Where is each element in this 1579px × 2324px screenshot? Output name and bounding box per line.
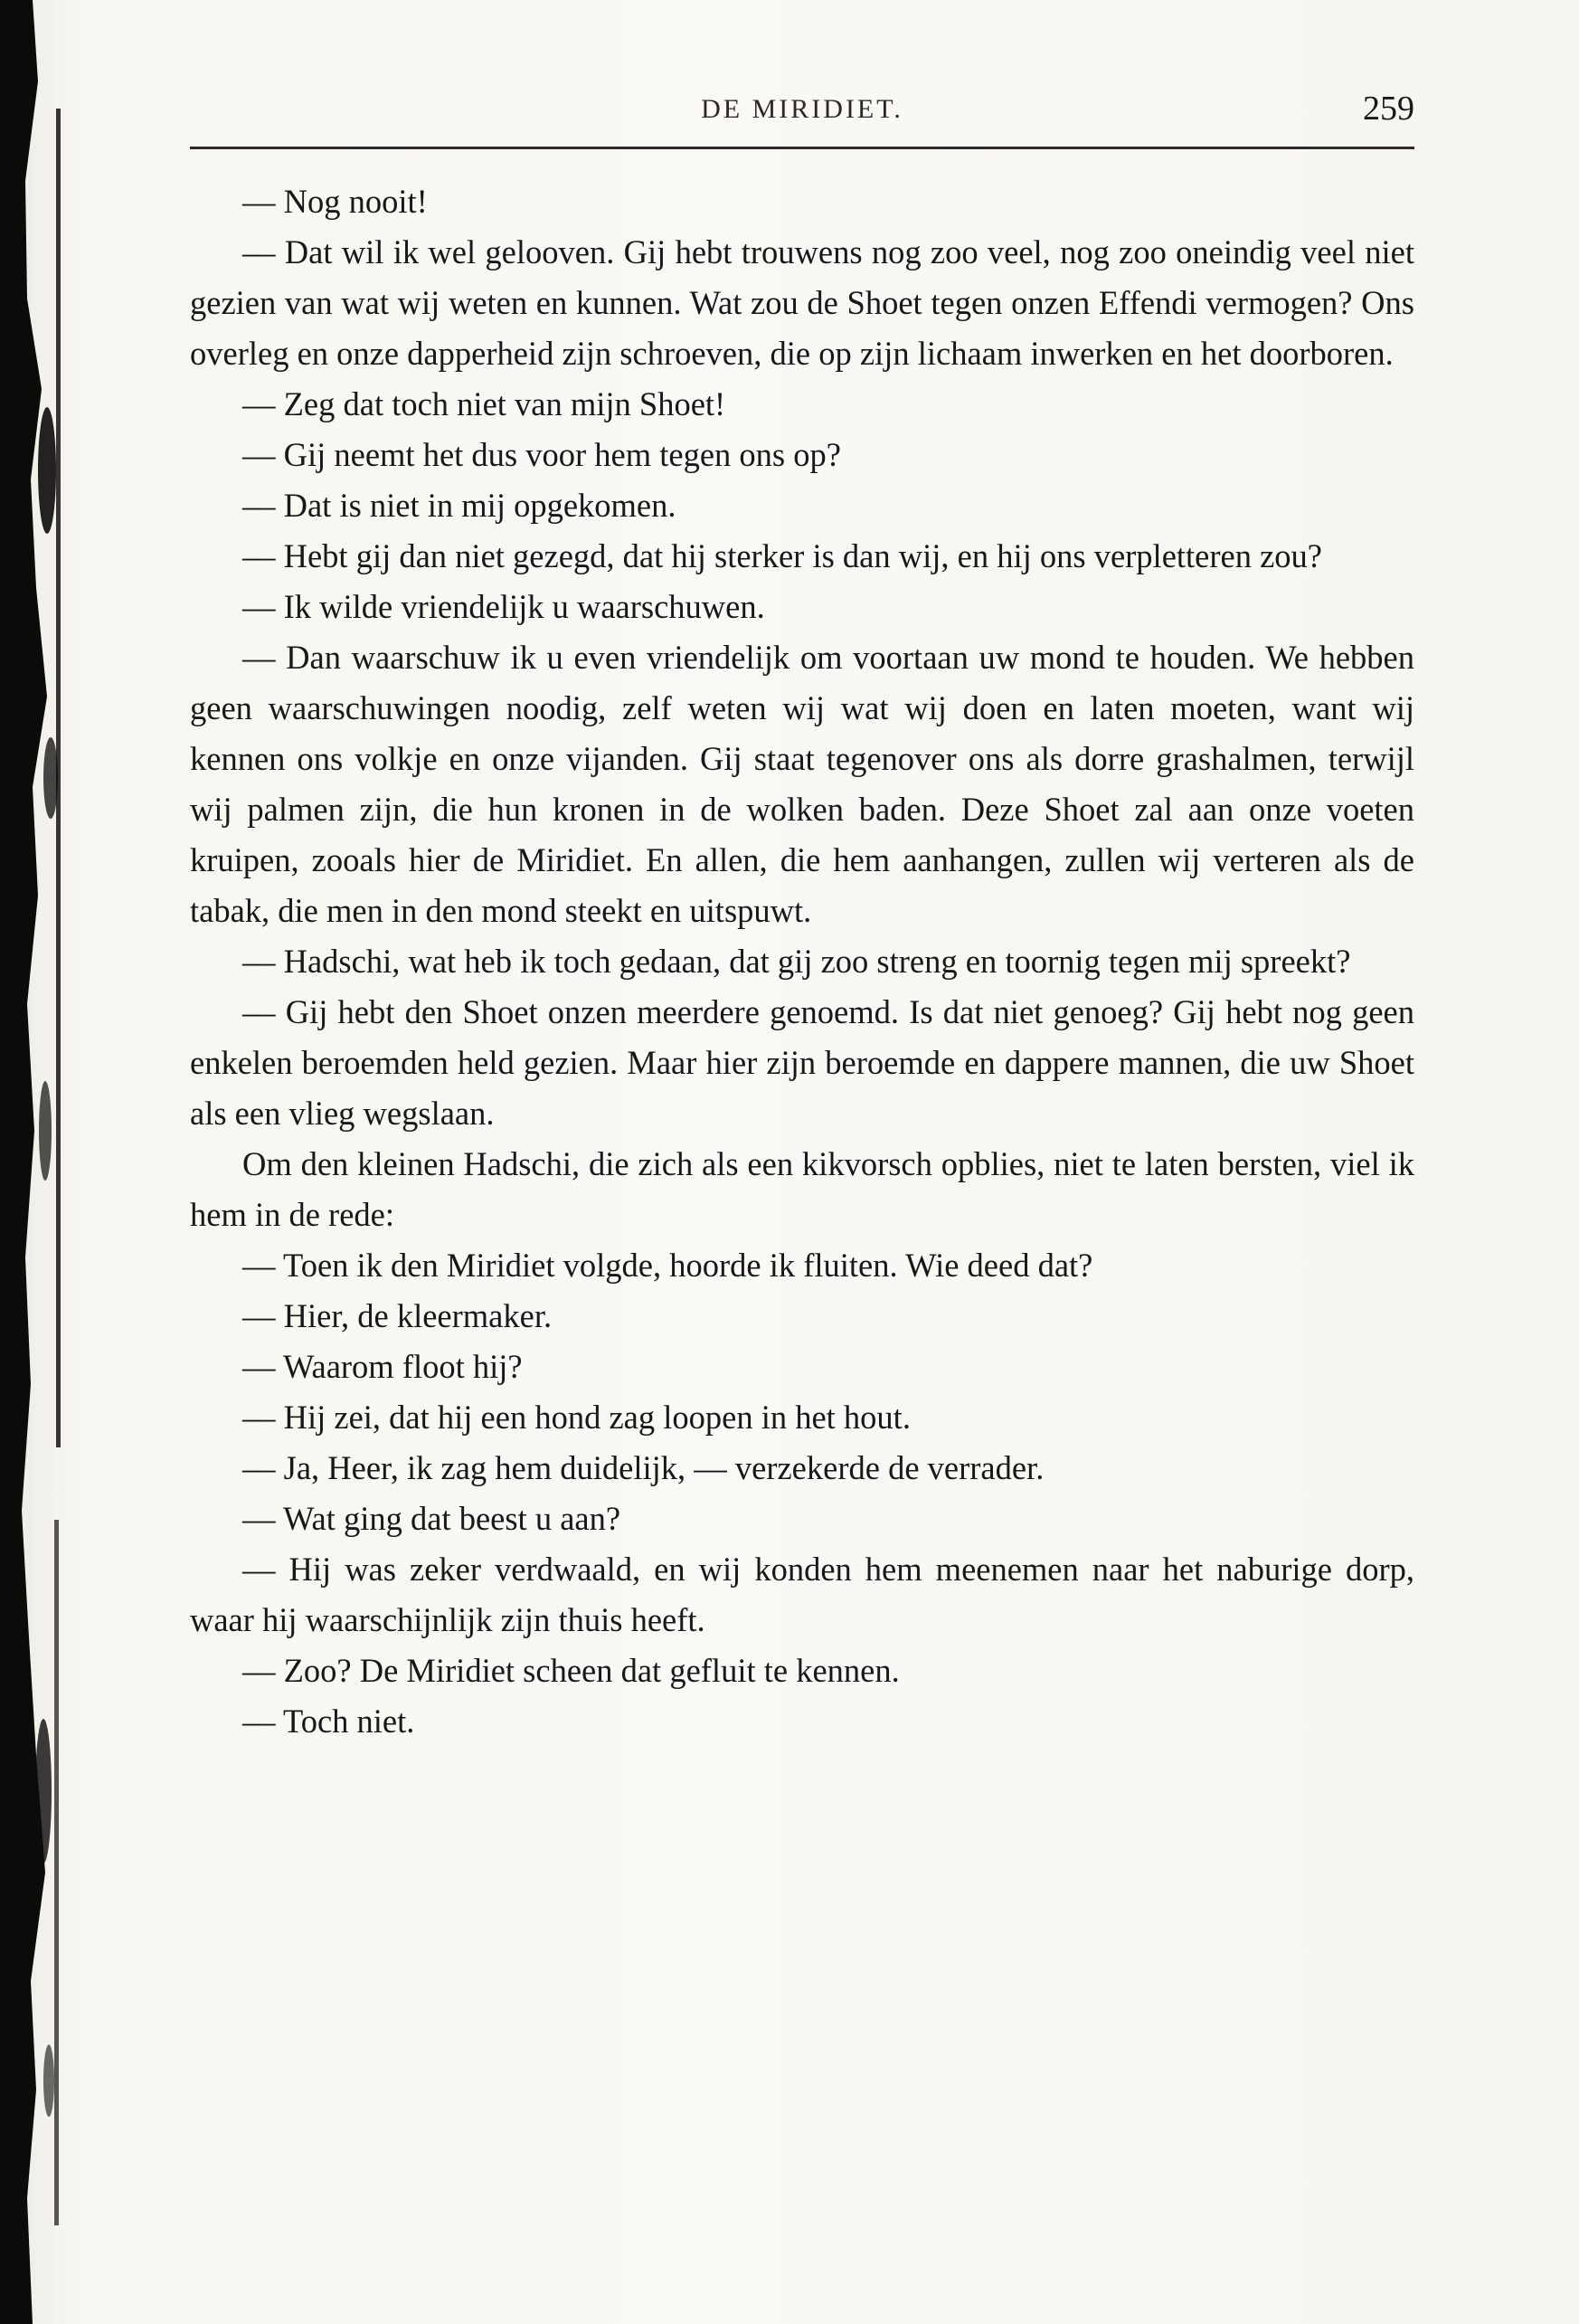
paragraph: — Dat wil ik wel gelooven. Gij hebt trouwens nog zoo veel, nog zoo oneindig veel niet gezien van wat wij weten en kunnen. Wat zou de Shoet tegen onzen Effendi vermogen? Ons overleg en onze dapperheid zijn schroeven, die op zijn lichaam inwerken en het doorboren.: [190, 233, 1414, 372]
running-header: [190, 90, 1414, 138]
paragraph: — Zoo? De Miridiet scheen dat gefluit te kennen.: [242, 1652, 900, 1689]
running-title: DE MIRIDIET.: [701, 94, 903, 124]
paragraph: — Wat ging dat beest u aan?: [242, 1500, 621, 1537]
paragraph: — Hebt gij dan niet gezegd, dat hij sterker is dan wij, en hij ons verpletteren zou?: [242, 537, 1323, 574]
paragraph: — Hij was zeker verdwaald, en wij konden hem meenemen naar het naburige dorp, waar hij waarschijnlijk zijn thuis heeft.: [190, 1551, 1414, 1638]
header-rule: [190, 147, 1414, 149]
paragraph: — Waarom floot hij?: [242, 1348, 523, 1385]
paragraph: — Toch niet.: [242, 1703, 415, 1740]
paragraph: — Gij neemt het dus voor hem tegen ons op?: [242, 436, 841, 473]
paragraph: — Hier, de kleermaker.: [242, 1297, 553, 1334]
paragraph: — Ja, Heer, ik zag hem duidelijk, — verzekerde de verrader.: [242, 1449, 1045, 1486]
paragraph: — Hadschi, wat heb ik toch gedaan, dat gij zoo streng en toornig tegen mij spreekt?: [242, 943, 1351, 980]
paragraph: — Ik wilde vriendelijk u waarschuwen.: [242, 588, 765, 625]
paragraph: — Dan waarschuw ik u even vriendelijk om voortaan uw mond te houden. We hebben geen waarschuwingen noodig, zelf weten wij wat wij doen en laten moeten, want wij kennen ons volkje en onze vijanden. Gij staat tegenover ons als dorre grashalmen, terwijl wij palmen zijn, die hun kronen in de wolken baden. Deze Shoet zal aan onze voeten kruipen, zooals hier de Miridiet. En allen, die hem aanhangen, zullen wij verteren als de tabak, die men in den mond steekt en uitspuwt.: [190, 639, 1414, 929]
paragraph: — Zeg dat toch niet van mijn Shoet!: [242, 385, 726, 422]
paragraph: — Gij hebt den Shoet onzen meerdere genoemd. Is dat niet genoeg? Gij hebt nog geen enkelen beroemden held gezien. Maar hier zijn beroemde en dappere mannen, die uw Shoet als een vlieg wegslaan.: [190, 993, 1414, 1132]
paragraph: — Toen ik den Miridiet volgde, hoorde ik fluiten. Wie deed dat?: [242, 1247, 1093, 1284]
page-number: 259: [1363, 90, 1414, 128]
body-text: [190, 176, 1414, 1747]
paragraph: — Dat is niet in mij opgekomen.: [242, 487, 676, 524]
paragraph: — Nog nooit!: [242, 183, 428, 220]
paragraph: Om den kleinen Hadschi, die zich als een kikvorsch opblies, niet te laten bersten, viel ik hem in de rede:: [190, 1145, 1414, 1233]
paragraph: — Hij zei, dat hij een hond zag loopen in het hout.: [242, 1399, 911, 1436]
